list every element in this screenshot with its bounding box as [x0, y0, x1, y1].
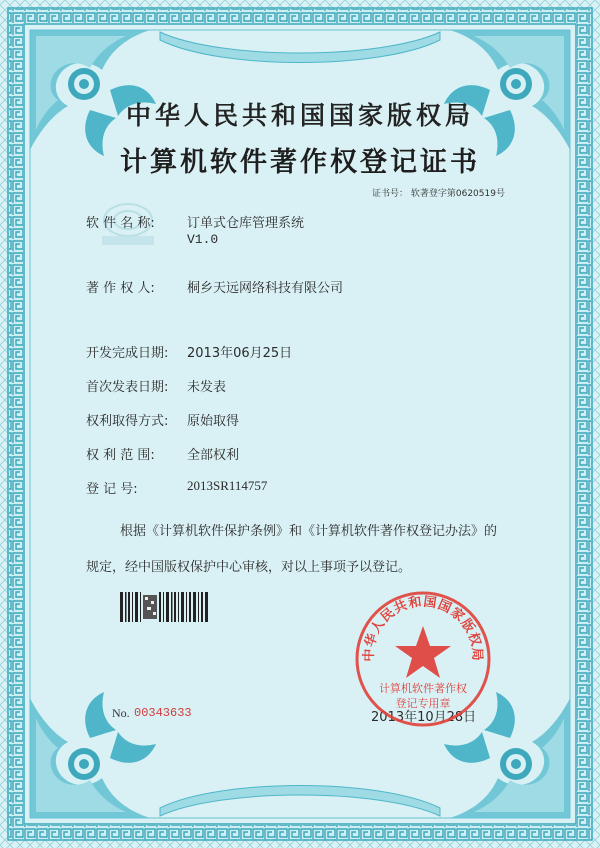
seal-ring-text: 中华人民共和国国家版权局: [361, 594, 485, 662]
field-value-publish-date: 未发表: [187, 380, 227, 395]
field-label-software-name: 软 件 名 称:: [86, 216, 155, 231]
field-label-completion-date: 开发完成日期:: [86, 346, 169, 361]
issuer-title: 中华人民共和国国家版权局: [125, 101, 474, 130]
field-value-acquisition-method: 原始取得: [187, 414, 240, 429]
field-label-copyright-owner: 著 作 权 人:: [86, 281, 155, 296]
field-label-publish-date: 首次发表日期:: [86, 380, 169, 395]
field-label-registration-number: 登 记 号:: [86, 482, 138, 497]
field-value-version: V1.0: [187, 232, 219, 247]
official-seal-icon: [352, 588, 494, 730]
seal-text-line2: 登记专用章: [395, 697, 451, 710]
field-label-acquisition-method: 权利取得方式:: [86, 414, 169, 429]
field-value-registration-number: 2013SR114757: [187, 478, 268, 493]
body-text-line2: 规定，经中国版权保护中心审核，对以上事项予以登记。: [86, 560, 412, 575]
serial-number-label: No.: [112, 706, 130, 720]
field-value-software-name: 订单式仓库管理系统: [187, 216, 305, 231]
field-value-copyright-owner: 桐乡天远网络科技有限公司: [187, 281, 344, 296]
issue-date: 2013年10月28日: [371, 710, 477, 725]
field-label-rights-scope: 权 利 范 围:: [86, 448, 155, 463]
certificate-number: 证书号： 软著登字第0620519号: [372, 189, 505, 199]
body-text-line1: 根据《计算机软件保护条例》和《计算机软件著作权登记办法》的: [120, 524, 498, 539]
barcode-icon: [120, 592, 210, 622]
serial-number: 00343633: [134, 706, 192, 720]
field-value-rights-scope: 全部权利: [187, 448, 240, 463]
certificate-title: 计算机软件著作权登记证书: [120, 147, 480, 178]
seal-text-line1: 计算机软件著作权: [379, 682, 467, 695]
field-value-completion-date: 2013年06月25日: [187, 346, 293, 361]
